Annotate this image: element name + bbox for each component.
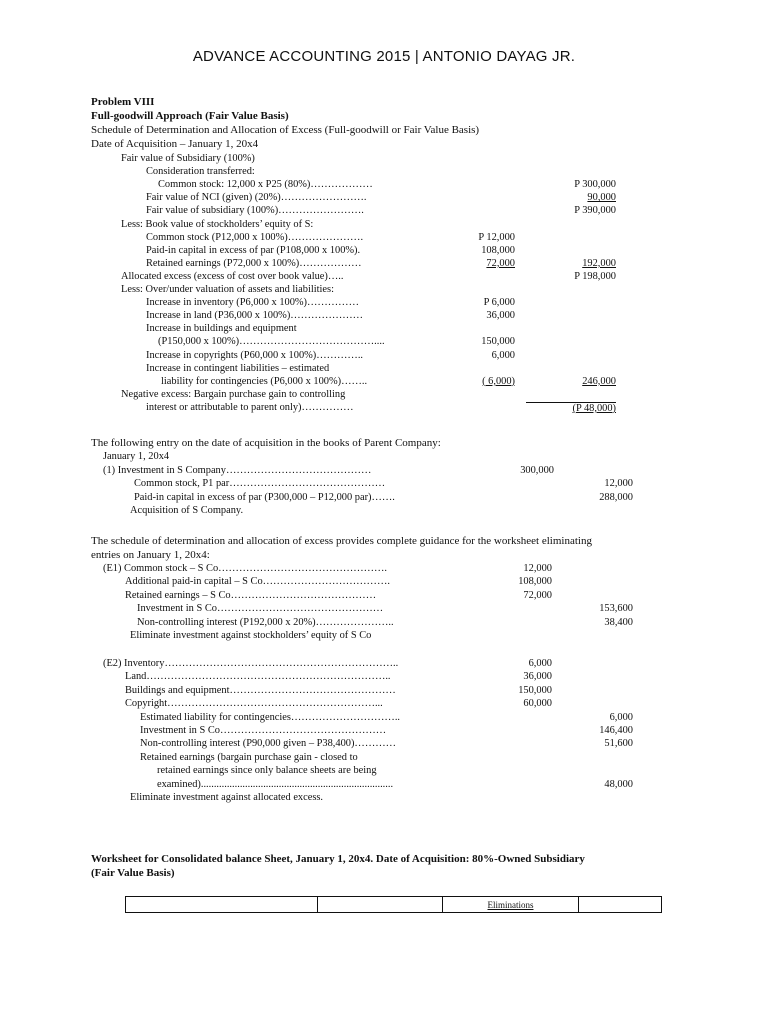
entry-text: Increase in land (P36,000 x 100%)………………… [146, 310, 364, 322]
entry-text: Common stock: 12,000 x P25 (80%)……………… [158, 179, 373, 191]
amount-col-1: 108,000 [481, 244, 515, 256]
amount-col-1: 6,000 [491, 349, 515, 361]
entry-text: Non-controlling interest (P90,000 given – P38,400)………… [140, 738, 396, 750]
credit-amount: 38,400 [604, 616, 633, 628]
entry-text: Less: Over/under valuation of assets and liabilities: [121, 284, 334, 295]
worksheet-title-line1: Worksheet for Consolidated balance Sheet, January 1, 20x4. Date of Acquisition: 80%-Owned Subsidiary [91, 853, 585, 865]
entry-text: Retained earnings – S Co…………………………………… [125, 589, 377, 601]
amount-col-1: 72,000 [486, 257, 515, 269]
amount-col-2: P 300,000 [574, 179, 616, 191]
worksheet-title-line2: (Fair Value Basis) [91, 867, 175, 879]
entry-text: Fair value of NCI (given) (20%)……………………. [146, 192, 367, 204]
page-header-title: ADVANCE ACCOUNTING 2015 | ANTONIO DAYAG JR. [192, 48, 576, 65]
credit-amount: 12,000 [604, 478, 633, 490]
entry-text: (1) Investment in S Company…………………………………… [103, 465, 372, 476]
parent-entry-intro: The following entry on the date of acquisition in the books of Parent Company: [91, 437, 441, 449]
worksheet-intro-line2: entries on January 1, 20x4: [91, 549, 210, 561]
debit-amount: 6,000 [528, 658, 552, 669]
entry-text: Retained earnings (bargain purchase gain - closed to [140, 751, 358, 763]
worksheet-intro-line1: The schedule of determination and allocation of excess provides complete guidance for the worksheet eliminating [91, 535, 592, 547]
parent-entry-date: January 1, 20x4 [103, 451, 170, 462]
entry-text: Acquisition of S Company. [130, 504, 244, 516]
credit-amount: 48,000 [604, 778, 633, 790]
problem-number: Problem VIII [91, 96, 155, 108]
entry-text: Fair value of Subsidiary (100%) [121, 153, 255, 164]
amount-col-1: ( 6,000) [482, 375, 515, 387]
amount-col-2: 192,000 [582, 257, 616, 269]
entry-text: Common stock, P1 par……………………………………… [134, 478, 386, 490]
debit-amount: 150,000 [518, 684, 552, 696]
entry-text: Investment in S Co………………………………………… [137, 603, 384, 615]
entry-text: Allocated excess (excess of cost over book value)….. [121, 270, 344, 282]
entry-text: Common stock (P12,000 x 100%)…………………. [146, 231, 364, 243]
entry-text: Fair value of subsidiary (100%)……………………. [146, 205, 364, 217]
worksheet-col-eliminations: Eliminations [443, 897, 579, 912]
entry-text: Estimated liability for contingencies………………………….. [140, 711, 401, 723]
entry-text: Paid-in capital in excess of par (P108,000 x 100%). [146, 244, 361, 256]
debit-amount: 36,000 [523, 671, 552, 683]
schedule-title: Schedule of Determination and Allocation of Excess (Full-goodwill or Fair Value Basis) [91, 124, 480, 136]
entry-text: examined).......................................................................... [157, 778, 394, 790]
debit-amount: 300,000 [520, 465, 554, 476]
entry-text: Increase in copyrights (P60,000 x 100%)………….. [146, 349, 364, 361]
entry-text: Investment in S Co………………………………………… [140, 725, 387, 736]
credit-amount: 6,000 [609, 711, 633, 723]
entry-text: Non-controlling interest (P192,000 x 20%)………………….. [137, 616, 394, 628]
entry-text: retained earnings since only balance sheets are being [157, 765, 377, 777]
worksheet-col-blank-2 [318, 897, 443, 912]
entry-text: Additional paid-in capital – S Co………………………………. [125, 576, 390, 588]
entry-text: Paid-in capital in excess of par (P300,000 – P12,000 par)……. [134, 491, 395, 503]
entry-text: Eliminate investment against allocated excess. [130, 792, 324, 803]
credit-amount: 51,600 [604, 738, 633, 750]
amount-col-2: (P 48,000) [526, 402, 616, 415]
amount-col-1: 150,000 [481, 336, 515, 348]
amount-col-1: P 6,000 [483, 297, 515, 309]
credit-amount: 153,600 [599, 603, 633, 615]
debit-amount: 72,000 [523, 589, 552, 601]
entry-text: (P150,000 x 100%)………………………………….... [158, 336, 385, 348]
acquisition-date: Date of Acquisition – January 1, 20x4 [91, 138, 259, 150]
amount-col-2: 90,000 [587, 192, 616, 204]
entry-text: Negative excess: Bargain purchase gain to controlling [121, 388, 346, 400]
amount-col-1: 36,000 [486, 310, 515, 322]
entry-text: Increase in inventory (P6,000 x 100%)…………… [146, 297, 359, 309]
entry-text: Increase in buildings and equipment [146, 323, 297, 335]
debit-amount: 108,000 [518, 576, 552, 588]
worksheet-col-blank-3 [579, 897, 661, 912]
entry-text: Less: Book value of stockholders’ equity of S: [121, 218, 314, 230]
entry-text: Retained earnings (P72,000 x 100%)……………… [146, 257, 362, 269]
debit-amount: 60,000 [523, 698, 552, 710]
entry-text: Land…………………………………………………………….. [125, 671, 391, 683]
worksheet-col-blank-1 [126, 897, 318, 912]
debit-amount: 12,000 [523, 563, 552, 574]
amount-col-2: 246,000 [582, 375, 616, 387]
amount-col-1: P 12,000 [478, 231, 515, 243]
entry-text: (E2) Inventory………………………………………………………….. [103, 658, 399, 669]
credit-amount: 288,000 [599, 491, 633, 503]
entry-text: Buildings and equipment………………………………………… [125, 684, 396, 696]
entry-text: interest or attributable to parent only)…………… [146, 401, 354, 413]
entry-text: Consideration transferred: [146, 166, 255, 178]
entry-text: Eliminate investment against stockholders’ equity of S Co [130, 630, 372, 641]
amount-col-2: P 390,000 [574, 205, 616, 217]
entry-text: Increase in contingent liabilities – estimated [146, 362, 330, 374]
approach-heading: Full-goodwill Approach (Fair Value Basis) [91, 110, 289, 122]
entry-text: (E1) Common stock – S Co…………………………………………. [103, 563, 388, 574]
credit-amount: 146,400 [599, 725, 633, 736]
amount-col-2: P 198,000 [574, 270, 616, 282]
worksheet-table-header [125, 896, 662, 913]
entry-text: Copyright……………………………………………………... [125, 698, 383, 710]
entry-text: liability for contingencies (P6,000 x 100%)…….. [161, 375, 368, 387]
